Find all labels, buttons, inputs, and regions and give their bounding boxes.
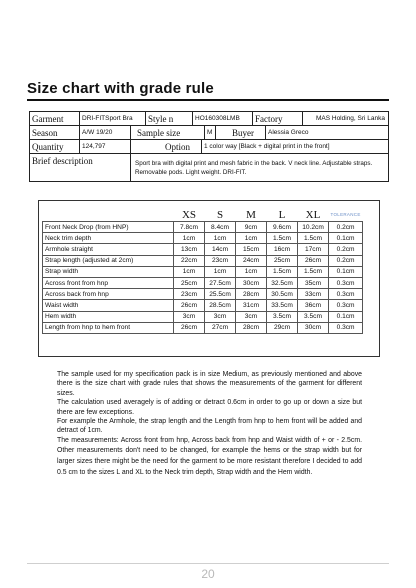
table-row: [43, 233, 363, 244]
measurement-name: Across back from hnp: [43, 289, 174, 300]
style-label: Style n: [146, 112, 193, 125]
factory-value: MAS Holding, Sri Lanka: [315, 115, 385, 122]
measurement-name: Front Neck Drop (from HNP): [43, 222, 174, 233]
measurement-value: 1.5cm: [298, 233, 329, 244]
measurement-value: 1cm: [174, 266, 205, 277]
size-chart-frame: [38, 200, 380, 357]
size-header-xl: XL: [298, 208, 329, 222]
measurement-value: 1cm: [174, 233, 205, 244]
measurement-header: [43, 208, 174, 222]
size-header-xs: XS: [174, 208, 205, 222]
measurement-value: 1.5cm: [267, 233, 298, 244]
tolerance-value: 0.2cm: [329, 255, 363, 266]
table-row: [43, 255, 363, 266]
paragraph: The sample used for my specification pack is in size Medium, as previously mentioned and above there is the size chart with grade rules that shows the measurements of the garment for different sizes.: [57, 371, 362, 397]
grade-rule-explanation: [57, 370, 362, 478]
measurement-value: 26cm: [174, 300, 205, 311]
measurement-value: 32.5cm: [267, 277, 298, 288]
tolerance-value: 0.3cm: [329, 277, 363, 288]
measurement-name: Strap length (adjusted at 2cm): [43, 255, 174, 266]
measurement-value: 28.5cm: [205, 300, 236, 311]
measurement-value: 16cm: [267, 244, 298, 255]
size-header-m: M: [236, 208, 267, 222]
info-row-brief: [30, 154, 388, 181]
measurement-value: 25.5cm: [205, 289, 236, 300]
measurement-name: Length from hnp to hem front: [43, 322, 174, 333]
tolerance-value: 0.1cm: [329, 266, 363, 277]
measurement-value: 1cm: [236, 233, 267, 244]
measurement-value: 3.5cm: [267, 311, 298, 322]
measurement-name: Hem width: [43, 311, 174, 322]
tolerance-value: 0.1cm: [329, 233, 363, 244]
style-value: HO160308LMB: [193, 112, 253, 125]
info-row-season: [30, 126, 388, 140]
measurement-value: 36cm: [298, 300, 329, 311]
measurement-value: 1cm: [205, 233, 236, 244]
measurement-name: Waist width: [43, 300, 174, 311]
measurement-value: 23cm: [205, 255, 236, 266]
tolerance-header: TOLERANCE: [329, 208, 363, 222]
measurement-name: Neck trim depth: [43, 233, 174, 244]
measurement-value: 26cm: [174, 322, 205, 333]
measurement-value: 25cm: [267, 255, 298, 266]
measurement-value: 13cm: [174, 244, 205, 255]
table-row: [43, 300, 363, 311]
measurement-value: 7.8cm: [174, 222, 205, 233]
tolerance-value: 0.2cm: [329, 244, 363, 255]
measurement-value: 30cm: [298, 322, 329, 333]
buyer-value: Alessia Greco: [268, 129, 309, 136]
factory-label: Factory: [253, 112, 303, 125]
measurement-value: 35cm: [298, 277, 329, 288]
measurement-value: 1cm: [205, 266, 236, 277]
garment-label: Garment: [30, 112, 80, 125]
size-header-row: [43, 208, 363, 222]
paragraph: For example the Armhole, the strap length and the Length from hnp to hem front will be added and detract of 1cm.: [57, 418, 362, 435]
measurement-value: 29cm: [267, 322, 298, 333]
measurement-value: 3cm: [205, 311, 236, 322]
paragraph: The calculation used averagely is of adding or detract 0.6cm in order to go up or down a size but there are few exceptions.: [57, 399, 362, 416]
size-header-s: S: [205, 208, 236, 222]
tolerance-value: 0.3cm: [329, 322, 363, 333]
sample-size-value: M: [205, 126, 216, 139]
info-row-garment: [30, 112, 388, 126]
table-row: [43, 222, 363, 233]
measurement-value: 25cm: [174, 277, 205, 288]
page-title: Size chart with grade rule: [27, 80, 214, 97]
measurement-value: 30cm: [236, 277, 267, 288]
buyer-label: Buyer: [216, 126, 266, 139]
brief-description-value: Sport bra with digital print and mesh fabric in the back. V neck line. Adjustable straps. Removable pods. Light weight. DRI-FIT.: [135, 159, 373, 176]
measurement-value: 1cm: [236, 266, 267, 277]
brief-description-label: Brief description: [30, 154, 131, 181]
measurement-value: 10.2cm: [298, 222, 329, 233]
garment-value: DRI-FITSport Bra: [80, 112, 146, 125]
measurement-value: 15cm: [236, 244, 267, 255]
table-row: [43, 277, 363, 288]
measurement-value: 26cm: [298, 255, 329, 266]
measurement-value: 23cm: [174, 289, 205, 300]
measurement-value: 30.5cm: [267, 289, 298, 300]
table-row: [43, 289, 363, 300]
measurement-value: 33cm: [298, 289, 329, 300]
sample-size-label: Sample size: [131, 126, 205, 139]
measurement-value: 17cm: [298, 244, 329, 255]
tolerance-value: 0.2cm: [329, 222, 363, 233]
measurement-value: 1.5cm: [298, 266, 329, 277]
measurement-value: 9cm: [236, 222, 267, 233]
page-number: 20: [201, 567, 215, 581]
measurement-value: 3cm: [236, 311, 267, 322]
season-value: A/W 19/20: [80, 126, 131, 139]
measurement-value: 3.5cm: [298, 311, 329, 322]
table-row: [43, 244, 363, 255]
size-header-l: L: [267, 208, 298, 222]
quantity-label: Quantity: [30, 140, 80, 153]
size-chart-table: [42, 208, 363, 334]
measurement-value: 28cm: [236, 322, 267, 333]
measurement-name: Armhole straight: [43, 244, 174, 255]
measurement-name: Strap width: [43, 266, 174, 277]
measurement-value: 1.5cm: [267, 266, 298, 277]
quantity-value: 124,797: [80, 140, 131, 153]
measurement-value: 27cm: [205, 322, 236, 333]
paragraph: The measurements: Across front from hnp, Across back from hnp and Waist width of + or - 2.5cm. Other measurements don't need to be changed, for example the hems or the strap width but for larger sizes there might be the need for the garment to be more resistant therefore I decided to add 0.5 cm to the sizes L and XL to the Neck trim depth, Strap width and the Hem width.: [57, 436, 362, 476]
option-label: Option: [131, 140, 202, 153]
measurement-value: 33.5cm: [267, 300, 298, 311]
measurement-value: 22cm: [174, 255, 205, 266]
option-value: 1 color way [Black + digital print in the front]: [204, 143, 330, 150]
table-row: [43, 322, 363, 333]
measurement-value: 14cm: [205, 244, 236, 255]
tolerance-value: 0.3cm: [329, 289, 363, 300]
table-row: [43, 311, 363, 322]
measurement-value: 9.6cm: [267, 222, 298, 233]
measurement-value: 24cm: [236, 255, 267, 266]
title-rule: [27, 99, 389, 101]
tolerance-value: 0.3cm: [329, 300, 363, 311]
season-label: Season: [30, 126, 80, 139]
garment-info-box: [29, 111, 389, 182]
measurement-value: 27.5cm: [205, 277, 236, 288]
measurement-value: 3cm: [174, 311, 205, 322]
tolerance-value: 0.1cm: [329, 311, 363, 322]
measurement-name: Across front from hnp: [43, 277, 174, 288]
measurement-value: 31cm: [236, 300, 267, 311]
measurement-value: 8.4cm: [205, 222, 236, 233]
footer-rule: [27, 563, 389, 564]
measurement-value: 28cm: [236, 289, 267, 300]
table-row: [43, 266, 363, 277]
info-row-quantity: [30, 140, 388, 154]
